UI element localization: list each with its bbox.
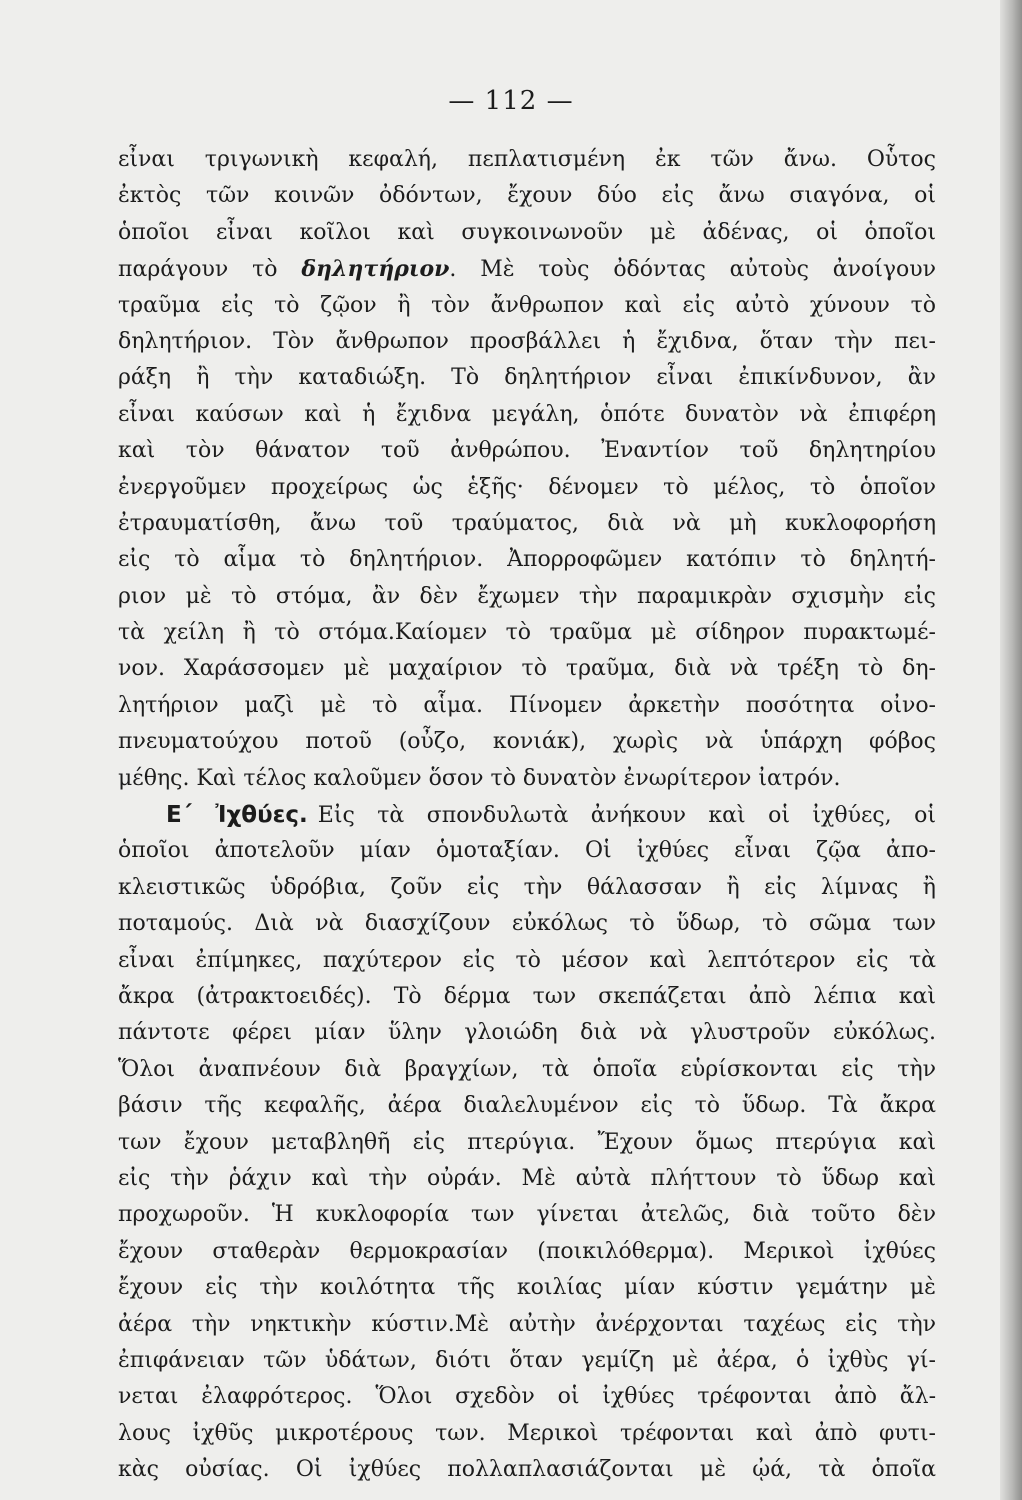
text-line: δηλητήριον. Τὸν ἄνθρωπον προσβάλλει ἡ ἔχιδνα, ὅταν τὴν πει- [118,328,936,354]
emphasized-term: δηλητήριον [301,256,450,283]
text-line: ράξη ἢ τὴν καταδιώξη. Τὸ δηλητήριον εἶναι ἐπικίνδυνον, ἂν [118,365,936,391]
text-line: ἐτραυματίσθη, ἄνω τοῦ τραύματος, διὰ νὰ μὴ κυκλοφορήση [118,510,936,536]
text-line: των ἔχουν μεταβληθῆ εἰς πτερύγια. Ἔχουν ὅμως πτερύγια καὶ [118,1129,936,1155]
text-line: εἰς τὸ αἷμα τὸ δηλητήριον. Ἀπορροφῶμεν κατόπιν τὸ δηλητή- [118,547,936,573]
text-line: τραῦμα εἰς τὸ ζῷον ἢ τὸν ἄνθρωπον καὶ εἰς αὐτὸ χύνουν τὸ [118,292,936,318]
text-line: ὁποῖοι εἶναι κοῖλοι καὶ συγκοινωνοῦν μὲ ἀδένας, οἱ ὁποῖοι [118,219,936,245]
text-line: ἔχουν σταθερὰν θερμοκρασίαν (ποικιλόθερμα). Μερικοὶ ἰχθύες [118,1238,936,1264]
text-fragment: Εἰς τὰ σπονδυλωτὰ ἀνήκουν καὶ οἱ ἰχθύες, οἱ [317,803,936,829]
text-line: Ὅλοι ἀναπνέουν διὰ βραγχίων, τὰ ὁποῖα εὑρίσκονται εἰς τὴν [118,1056,936,1082]
text-line: λητήριον μαζὶ μὲ τὸ αἷμα. Πίνομεν ἀρκετὴν ποσότητα οἰνο- [118,692,936,718]
text-line: κλειστικῶς ὑδρόβια, ζοῦν εἰς τὴν θάλασσαν ἢ εἰς λίμνας ἢ [118,874,936,900]
text-line: νον. Χαράσσομεν μὲ μαχαίριον τὸ τραῦμα, διὰ νὰ τρέξη τὸ δη- [118,656,936,682]
page-binding-edge [1000,0,1022,1500]
text-line: βάσιν τῆς κεφαλῆς, ἀέρα διαλελυμένον εἰς τὸ ὕδωρ. Τὰ ἄκρα [118,1093,936,1119]
text-line: λους ἰχθῦς μικροτέρους των. Μερικοὶ τρέφονται καὶ ἀπὸ φυτι- [118,1420,936,1446]
text-line: ἐπιφάνειαν τῶν ὑδάτων, διότι ὅταν γεμίζη μὲ ἀέρα, ὁ ἰχθὺς γί- [118,1347,936,1373]
text-line: ἐκτὸς τῶν κοινῶν ὀδόντων, ἔχουν δύο εἰς ἄνω σιαγόνα, οἱ [118,183,936,209]
text-line: προχωροῦν. Ἡ κυκλοφορία των γίνεται ἀτελῶς, διὰ τοῦτο δὲν [118,1202,936,1228]
text-line: εἰς τὴν ῥάχιν καὶ τὴν οὐράν. Μὲ αὐτὰ πλήττουν τὸ ὕδωρ καὶ [118,1165,936,1191]
text-line: ἄκρα (ἀτρακτοειδές). Τὸ δέρμα των σκεπάζεται ἀπὸ λέπια καὶ [118,983,936,1009]
text-line: νεται ἐλαφρότερος. Ὅλοι σχεδὸν οἱ ἰχθύες τρέφονται ἀπὸ ἄλ- [118,1384,936,1410]
text-line [118,251,936,287]
text-line: κὰς οὐσίας. Οἱ ἰχθύες πολλαπλασιάζονται μὲ ᾠά, τὰ ὁποῖα [118,1457,936,1483]
text-fragment: παράγουν τὸ [118,257,302,283]
text-line: ἀέρα τὴν νηκτικὴν κύστιν.Μὲ αὐτὴν ἀνέρχονται ταχέως εἰς τὴν [118,1311,936,1337]
text-line: ἐνεργοῦμεν προχείρως ὡς ἑξῆς· δένομεν τὸ μέλος, τὸ ὁποῖον [118,474,936,500]
text-line: μέθης. Καὶ τέλος καλοῦμεν ὅσον τὸ δυνατὸν ἐνωρίτερον ἰατρόν. [118,765,841,791]
text-line: καὶ τὸν θάνατον τοῦ ἀνθρώπου. Ἐναντίον τοῦ δηλητηρίου [118,438,936,464]
section-first-line [118,797,936,833]
text-line: εἶναι ἐπίμηκες, παχύτερον εἰς τὸ μέσον καὶ λεπτότερον εἰς τὰ [118,947,936,973]
text-fragment: . Μὲ τοὺς ὀδόντας αὐτοὺς ἀνοίγουν [449,257,936,283]
text-line: ποταμούς. Διὰ νὰ διασχίζουν εὐκόλως τὸ ὕδωρ, τὸ σῶμα των [118,911,936,937]
body-text [118,142,936,1488]
section-heading: Ε΄ Ἰχθύες. [166,802,308,829]
text-line: ὁποῖοι ἀποτελοῦν μίαν ὁμοταξίαν. Οἱ ἰχθύες εἶναι ζῷα ἀπο- [118,838,936,864]
text-line: ριον μὲ τὸ στόμα, ἂν δὲν ἔχωμεν τὴν παραμικρὰν σχισμὴν εἰς [118,583,936,609]
page-number: — 112 — [448,86,574,116]
text-line: πνευματούχου ποτοῦ (οὖζο, κονιάκ), χωρὶς νὰ ὑπάρχη φόβος [118,729,936,755]
text-line: πάντοτε φέρει μίαν ὕλην γλοιώδη διὰ νὰ γλυστροῦν εὐκόλως. [118,1020,936,1046]
text-line: ἔχουν εἰς τὴν κοιλότητα τῆς κοιλίας μίαν κύστιν γεμάτην μὲ [118,1275,936,1301]
text-line: εἶναι τριγωνικὴ κεφαλή, πεπλατισμένη ἐκ τῶν ἄνω. Οὗτος [118,147,936,172]
text-line: τὰ χείλη ἢ τὸ στόμα.Καίομεν τὸ τραῦμα μὲ σίδηρον πυρακτωμέ- [118,620,936,646]
text-line: εἶναι καύσων καὶ ἡ ἔχιδνα μεγάλη, ὁπότε δυνατὸν νὰ ἐπιφέρη [118,401,936,427]
